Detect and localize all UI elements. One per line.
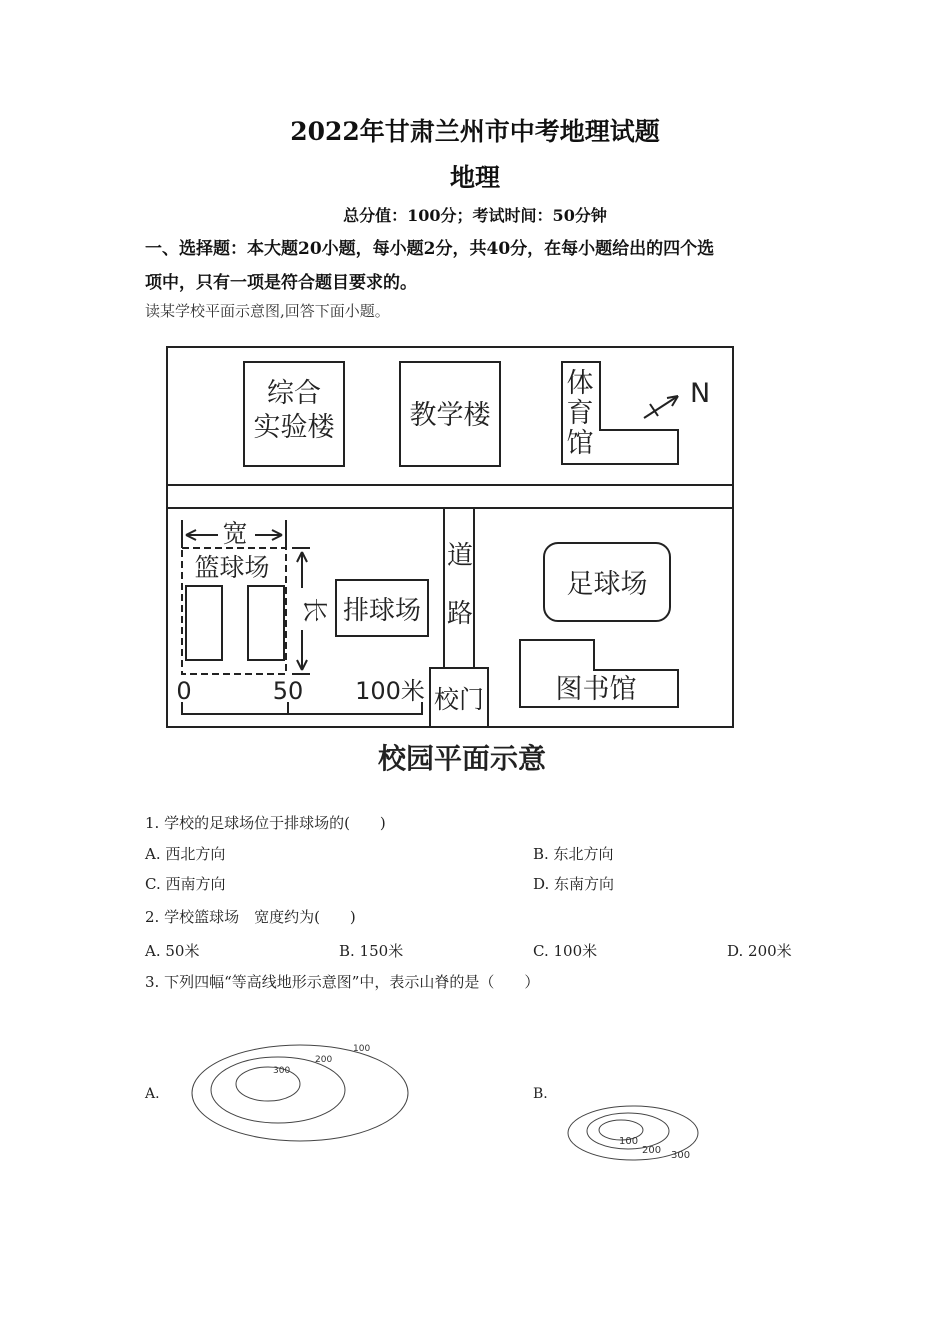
question-2-option-c[interactable]: C. 100米 (533, 942, 598, 960)
road-label-2: 路 (446, 599, 474, 629)
basketball-court-label: 篮球场 (194, 553, 270, 582)
north-label: N (690, 378, 711, 409)
map-caption: 校园平面示意 (377, 742, 547, 775)
section-heading-line1: 一、选择题：本大题20小题，每小题2分，共40分，在每小题给出的四个选 (145, 239, 715, 259)
contour-map-b (565, 1100, 705, 1165)
contour-a-label-100: 100 (353, 1044, 371, 1054)
section-heading-line2: 项中，只有一项是符合题目要求的。 (145, 273, 417, 293)
campus-map (160, 340, 740, 780)
question-1-option-c[interactable]: C. 西南方向 (145, 875, 226, 893)
teaching-building-label: 教学楼 (409, 400, 491, 431)
library-label: 图书馆 (555, 674, 637, 705)
exam-title: 2022年甘肃兰州市中考地理试题 (290, 117, 660, 146)
contour-a-inner (236, 1067, 300, 1101)
question-3-option-b[interactable]: B. (533, 1086, 548, 1102)
scale-hundred: 100米 (355, 677, 425, 705)
subject-title: 地理 (449, 163, 500, 192)
question-1-stem: 1. 学校的足球场位于排球场的( ) (145, 814, 386, 832)
contour-a-outer (192, 1045, 408, 1141)
contour-b-label-200: 200 (642, 1145, 662, 1156)
question-1-option-d[interactable]: D. 东南方向 (533, 875, 615, 893)
contour-a-label-300: 300 (273, 1066, 291, 1076)
intro-text: 读某学校平面示意图,回答下面小题。 (145, 302, 390, 320)
question-2-option-a[interactable]: A. 50米 (145, 942, 200, 960)
contour-b-label-100: 100 (619, 1136, 639, 1147)
gym-label-1: 体 (566, 368, 594, 399)
width-label: 宽 (222, 519, 248, 548)
question-3-option-a[interactable]: A. (145, 1086, 160, 1102)
length-label: 长 (300, 597, 329, 623)
volleyball-court-label: 排球场 (342, 596, 422, 626)
question-3-stem: 3. 下列四幅“等高线地形示意图”中，表示山脊的是（ ） (145, 973, 540, 991)
question-1-option-a[interactable]: A. 西北方向 (145, 845, 226, 863)
gate-label: 校门 (433, 685, 485, 714)
scale-fifty: 50 (272, 677, 304, 705)
gym-label-2: 育 (566, 398, 594, 429)
lab-building-label-2: 实验楼 (253, 412, 335, 443)
question-1-option-b[interactable]: B. 东北方向 (533, 845, 614, 863)
scale-zero: 0 (176, 677, 192, 705)
road-label-1: 道 (446, 541, 474, 571)
contour-map-a (185, 1035, 425, 1145)
question-2-stem: 2. 学校篮球场 宽度约为( ) (145, 908, 356, 926)
contour-a-label-200: 200 (315, 1055, 333, 1065)
lab-building-label-1: 综合 (267, 378, 321, 409)
football-field-label: 足球场 (566, 569, 648, 600)
question-2-option-d[interactable]: D. 200米 (727, 942, 792, 960)
gym-label-3: 馆 (566, 428, 594, 459)
contour-b-label-300: 300 (671, 1150, 691, 1161)
question-2-option-b[interactable]: B. 150米 (339, 942, 404, 960)
exam-meta: 总分值：100分；考试时间：50分钟 (343, 206, 607, 225)
